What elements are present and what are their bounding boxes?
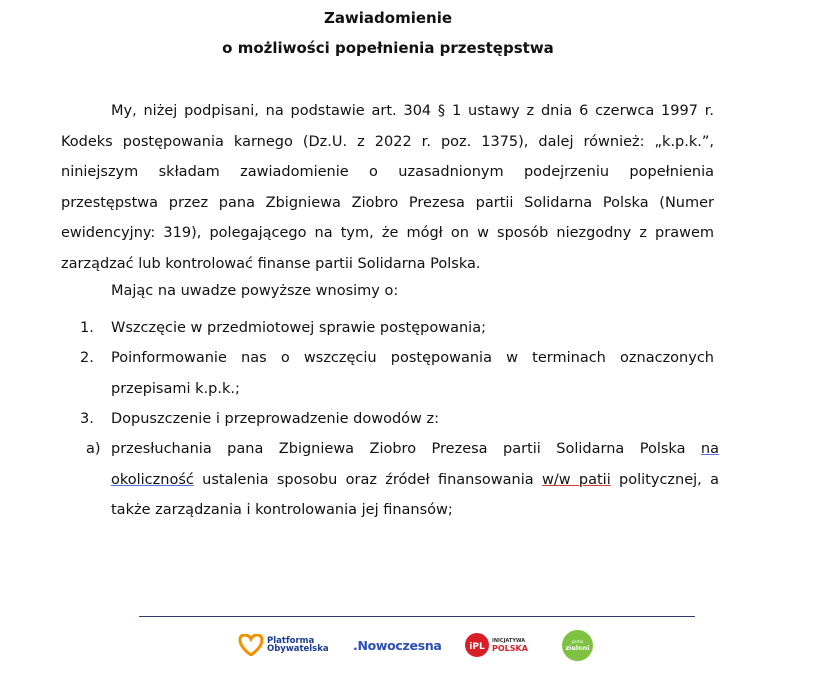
list-item: Wszczęcie w przedmiotowej sprawie postępowania; bbox=[111, 320, 486, 336]
nowoczesna-logo: .Nowoczesna bbox=[353, 637, 442, 653]
list-item-number: 3. bbox=[80, 411, 94, 427]
footer-divider bbox=[139, 616, 695, 617]
po-logo-line2: Obywatelska bbox=[267, 644, 329, 654]
document-title: Zawiadomienie bbox=[323, 9, 453, 27]
misspelled-phrase: w/w patii bbox=[541, 471, 611, 488]
main-paragraph bbox=[61, 96, 714, 279]
zieloni-logo-small: partia bbox=[571, 639, 584, 644]
platforma-obywatelska-logo bbox=[238, 630, 329, 660]
underlined-phrase: na okoliczność bbox=[111, 441, 719, 488]
sub-item-text: przesłuchania pana Zbigniewa Ziobro Prezesa partii Solidarna Polska bbox=[111, 441, 701, 457]
list-item-number: 1. bbox=[80, 320, 94, 336]
ipl-badge-text: iPL bbox=[469, 642, 485, 652]
ipl-badge-icon bbox=[465, 633, 489, 657]
zieloni-logo-text: zieloni bbox=[565, 644, 590, 652]
zieloni-logo bbox=[562, 630, 593, 660]
requests-intro: Mając na uwadze powyższe wnosimy o: bbox=[111, 283, 399, 299]
sub-item-text: politycznej, a także zarządzania i kontrolowania jej finansów; bbox=[111, 471, 719, 518]
po-logo-line1: Platforma bbox=[267, 636, 315, 646]
ipl-logo-small: INICJATYWA bbox=[492, 638, 526, 644]
inicjatywa-polska-logo bbox=[465, 630, 528, 660]
po-heart-icon bbox=[238, 634, 264, 656]
list-item: Poinformowanie nas o wszczęciu postępowania w terminach oznaczonych przepisami k.p.k.; bbox=[111, 350, 714, 397]
zieloni-circle-icon bbox=[562, 630, 593, 661]
sub-item-text: ustalenia sposobu oraz źródeł finansowania bbox=[193, 471, 542, 488]
sub-item-label: a) bbox=[86, 441, 101, 457]
sub-item-a bbox=[111, 434, 719, 526]
ipl-logo-big: POLSKA bbox=[492, 644, 528, 653]
list-item: Dopuszczenie i przeprowadzenie dowodów z: bbox=[111, 411, 439, 427]
main-paragraph-text: My, niżej podpisani, na podstawie art. 304 § 1 ustawy z dnia 6 czerwca 1997 r. Kodeks postępowania karnego (Dz.U. z 2022 r. poz. 1375), dalej również: „k.p.k.”, niniejszym składam zawiadomienie o uzasadnionym podejrzeniu popełnienia przestępstwa przez pana Zbigniewa Ziobro Prezesa partii Solidarna Polska (Numer ewidencyjny: 319), polegającego na tym, że mógł on w sposób niezgodny z prawem zarządzać lub kontrolować finanse partii Solidarna Polska. bbox=[61, 103, 714, 272]
document-subtitle: o możliwości popełnienia przestępstwa bbox=[222, 39, 554, 57]
list-item-number: 2. bbox=[80, 350, 94, 366]
